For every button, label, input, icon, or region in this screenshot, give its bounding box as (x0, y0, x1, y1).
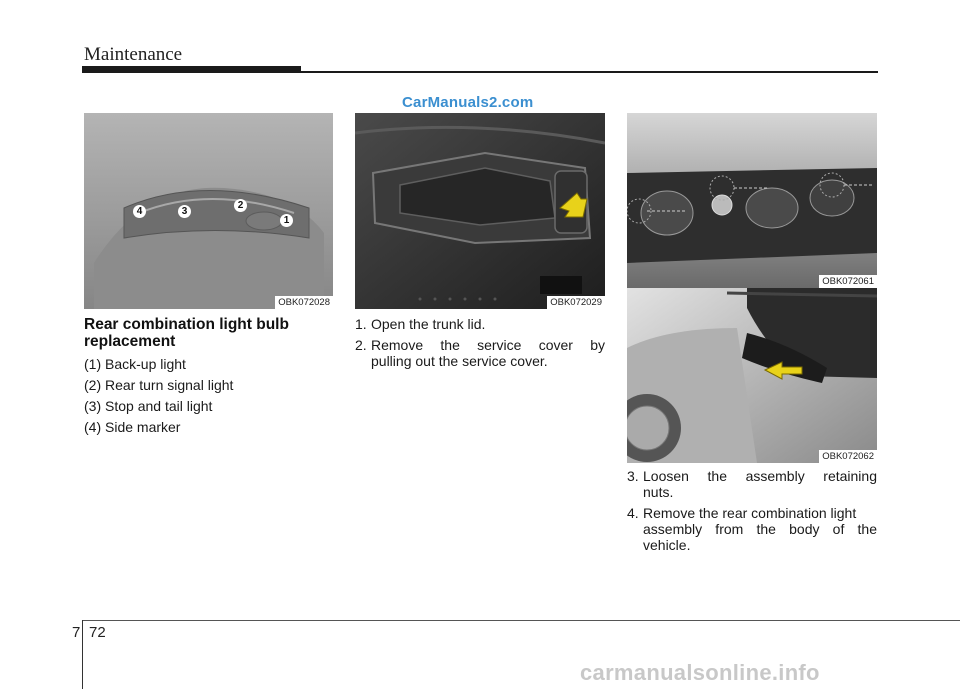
callout-3: 3 (178, 205, 191, 218)
page-number: 72 (89, 624, 106, 641)
step-number: 4. (627, 505, 639, 521)
figure-retaining-nuts (627, 113, 877, 288)
callout-1: 1 (280, 214, 293, 227)
footer-divider (82, 620, 83, 689)
step-text: Open the trunk lid. (371, 316, 486, 332)
step-text-continued: pulling out the service cover. (371, 353, 548, 369)
step-text-continued: nuts. (643, 484, 674, 500)
step-text: Loosen the assembly retaining (643, 468, 877, 484)
header-rule-accent (82, 66, 301, 73)
callout-2: 2 (234, 199, 247, 212)
step-2 (355, 337, 605, 369)
figure-tail-lamp (84, 113, 333, 309)
list-item: (2) Rear turn signal light (84, 377, 234, 393)
list-item: (4) Side marker (84, 419, 181, 435)
step-number: 1. (355, 316, 367, 332)
figure-car-rear (627, 288, 877, 463)
chapter-number: 7 (72, 624, 81, 641)
figure-code: OBK072061 (819, 275, 877, 288)
list-item: (1) Back-up light (84, 356, 186, 372)
figure-service-cover (355, 113, 605, 309)
figure-code: OBK072062 (819, 450, 877, 463)
step-1 (355, 316, 605, 332)
retaining-nuts-illustration (627, 113, 877, 288)
list-item: (3) Stop and tail light (84, 398, 213, 414)
callout-4: 4 (133, 205, 146, 218)
tail-lamp-illustration (84, 113, 333, 309)
step-4 (627, 505, 877, 553)
watermark-footer: carmanualsonline.info (580, 660, 820, 685)
page-header-title: Maintenance (84, 44, 183, 65)
figure-code: OBK072028 (275, 296, 333, 309)
step-number: 2. (355, 337, 367, 353)
figure-code: OBK072029 (547, 296, 605, 309)
footer-rule (82, 620, 960, 621)
car-rear-illustration (627, 288, 877, 463)
bulb-list (84, 356, 334, 440)
step-text: Remove the rear combination light (643, 505, 857, 521)
step-text: Remove the service cover by (371, 337, 605, 353)
service-cover-illustration (355, 113, 605, 309)
step-text-continued: assembly from the body of the vehicle. (643, 521, 877, 553)
step-number: 3. (627, 468, 639, 484)
watermark-link[interactable]: CarManuals2.com (402, 94, 534, 111)
section-title: Rear combination light bulb replacement (84, 316, 289, 350)
step-3 (627, 468, 877, 500)
